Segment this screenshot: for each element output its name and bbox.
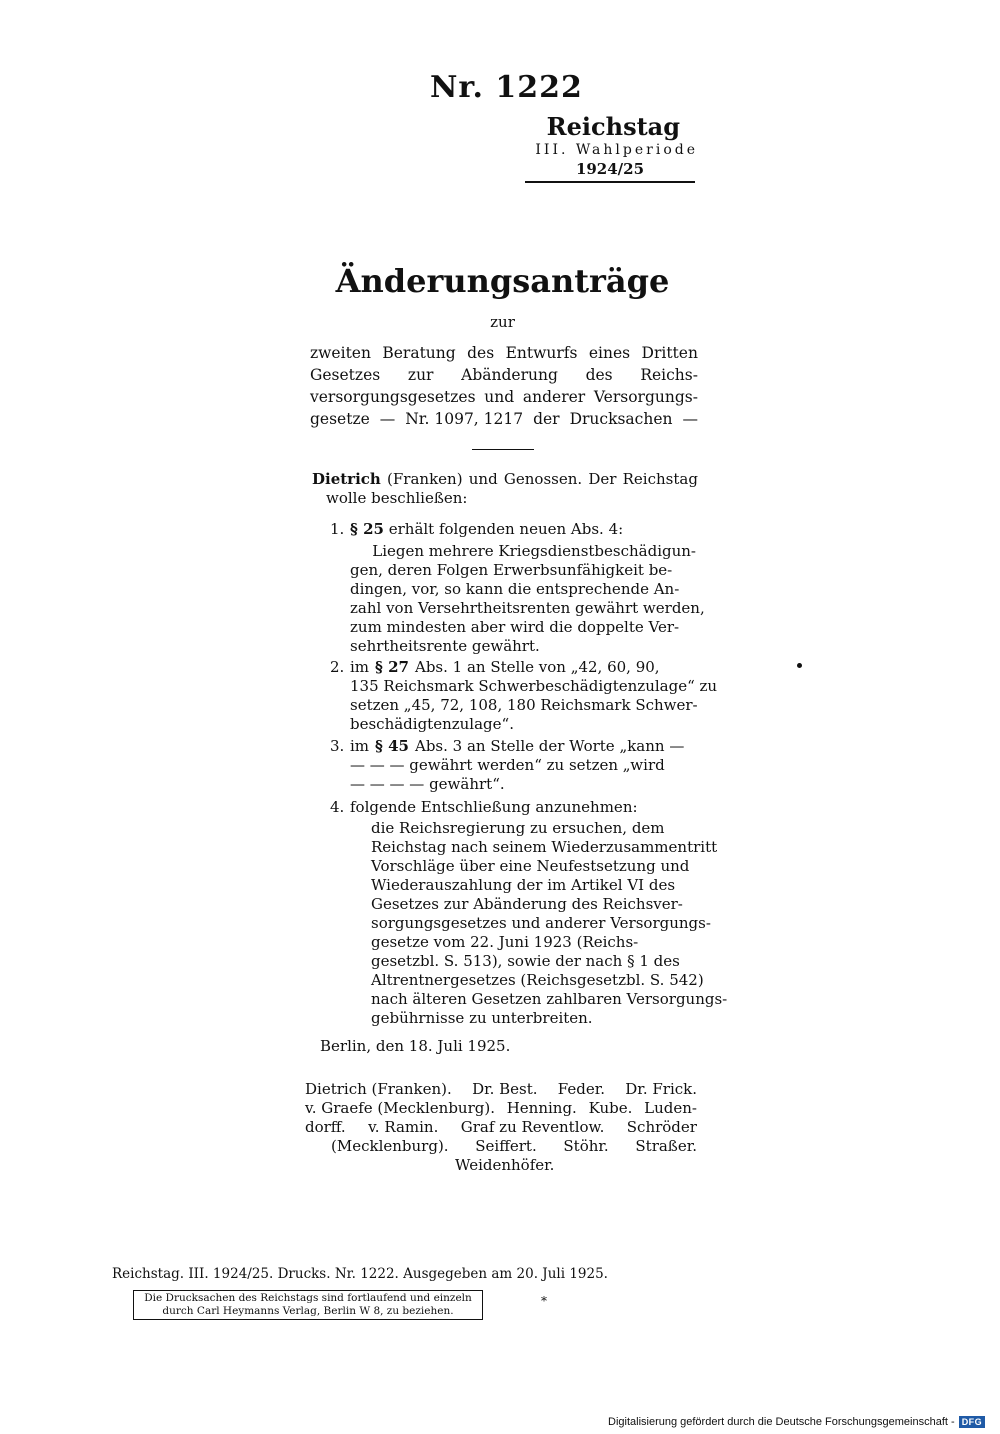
item-line-text: gesetze vom 22. Juni 1923 (Reichs- xyxy=(371,933,639,951)
item-line-text: 135 Reichsmark Schwerbeschädigtenzulage“ zu xyxy=(350,677,718,695)
motion-word: (Franken) xyxy=(387,470,463,488)
signatory: v. Ramin. xyxy=(368,1118,439,1136)
subtitle-word: Drucksachen xyxy=(569,410,673,428)
subtitle-word: eines xyxy=(588,344,631,362)
item-line xyxy=(350,696,696,715)
subtitle-word: Nr. 1097, 1217 xyxy=(405,410,524,428)
motion-word: Genossen. xyxy=(503,470,583,488)
publisher-notice xyxy=(133,1290,483,1320)
item-line-text: Abs. 3 an Stelle der Worte „kann — xyxy=(414,737,685,755)
subtitle-word: der xyxy=(533,410,560,428)
subtitle-word: gesetze xyxy=(310,410,370,428)
item-line-text: gen, deren Folgen Erwerbsunfähigkeit be- xyxy=(350,561,673,579)
item-line-text: setzen „45, 72, 108, 180 Reichsmark Schwer- xyxy=(350,696,698,714)
signatory: dorff. xyxy=(305,1118,346,1136)
item-line-text: Liegen mehrere Kriegsdienstbeschädigun- xyxy=(372,542,696,560)
signatory: Graf zu Reventlow. xyxy=(460,1118,605,1136)
item-line-text: dingen, vor, so kann die entsprechende An- xyxy=(350,580,680,598)
item-line-text: Abs. 1 an Stelle von „42, 60, 90, xyxy=(414,658,660,676)
subtitle-word: Gesetzes xyxy=(310,366,381,384)
paragraph-ref: § 45 xyxy=(375,737,409,755)
item-body xyxy=(350,737,696,794)
signatory: Luden- xyxy=(644,1099,697,1117)
dfg-logo: DFG xyxy=(959,1416,986,1428)
signatory: (Mecklenburg). xyxy=(331,1137,449,1155)
item-line-text: sehrtheitsrente gewährt. xyxy=(350,637,540,655)
motion-intro-line xyxy=(312,489,698,508)
item-line-text: zahl von Versehrtheitsrenten gewährt werden, xyxy=(350,599,705,617)
subtitle-word: Dritten xyxy=(641,344,698,362)
signatory: Henning. xyxy=(506,1099,577,1117)
subtitle-word: und xyxy=(484,388,515,406)
item-number: 4. xyxy=(330,798,345,816)
signature-line xyxy=(305,1156,697,1175)
item-line-text: im xyxy=(350,658,370,676)
item-line-text: beschädigtenzulage“. xyxy=(350,715,514,733)
item-body xyxy=(350,658,718,734)
subtitle-line xyxy=(310,408,698,430)
title-preposition: zur xyxy=(490,313,515,331)
item-line-text: Vorschläge über eine Neufestsetzung und xyxy=(371,857,690,875)
item-lead-text: erhält folgenden neuen Abs. 4: xyxy=(388,520,624,538)
paragraph-ref: § 25 xyxy=(350,520,384,538)
subtitle-word: des xyxy=(467,344,495,362)
item-line-text: gebührnisse zu unterbreiten. xyxy=(371,1009,593,1027)
subtitle-line xyxy=(310,342,698,364)
credit-text: Digitalisierung gefördert durch die Deutsche Forschungsgemeinschaft - xyxy=(608,1416,955,1428)
signatory: Stöhr. xyxy=(563,1137,609,1155)
item-number: 1. xyxy=(330,520,345,538)
item-body xyxy=(350,542,705,656)
item-number: 3. xyxy=(330,737,345,755)
item-line xyxy=(350,542,696,561)
subtitle-word: Versorgungs- xyxy=(593,388,698,406)
motion-intro-line xyxy=(312,470,698,489)
item-line xyxy=(371,876,696,895)
item-line-text: Altrentnergesetzes (Reichsgesetzbl. S. 542) xyxy=(371,971,704,989)
item-line-text: — — — — gewährt“. xyxy=(350,775,505,793)
item-line xyxy=(350,637,696,656)
subtitle-word: des xyxy=(585,366,613,384)
signature-line xyxy=(305,1099,697,1118)
document-title: Änderungsanträge xyxy=(335,262,670,300)
subtitle-word: zweiten xyxy=(310,344,371,362)
subtitle-word: zur xyxy=(407,366,434,384)
signatory: Dr. Frick. xyxy=(625,1080,697,1098)
item-line-text: — — — gewährt werden“ zu setzen „wird xyxy=(350,756,665,774)
motion-intro xyxy=(312,470,698,508)
item-line-text: Reichstag nach seinem Wiederzusammentritt xyxy=(371,838,718,856)
header-rule xyxy=(525,181,695,183)
item-line xyxy=(350,658,696,677)
star-mark: * xyxy=(541,1294,547,1308)
item-line xyxy=(350,737,696,756)
subtitle-line xyxy=(310,364,698,386)
notice-line: Die Drucksachen des Reichstags sind fortlaufend und einzeln xyxy=(144,1292,472,1304)
session-years: 1924/25 xyxy=(575,160,645,178)
signature-line xyxy=(305,1080,697,1099)
signatory: Feder. xyxy=(557,1080,606,1098)
item-line xyxy=(350,715,696,734)
signatory: Dietrich (Franken). xyxy=(305,1080,452,1098)
subtitle-word: versorgungsgesetzes xyxy=(310,388,476,406)
signature-line xyxy=(305,1137,697,1156)
signatory: Straßer. xyxy=(635,1137,697,1155)
document-number: Nr. 1222 xyxy=(430,70,583,105)
subtitle-block xyxy=(310,342,698,430)
item-line xyxy=(350,580,696,599)
item-line xyxy=(371,952,696,971)
print-info: Reichstag. III. 1924/25. Drucks. Nr. 1222. Ausgegeben am 20. Juli 1925. xyxy=(112,1266,608,1282)
motion-word: Der xyxy=(588,470,617,488)
subtitle-word: Abänderung xyxy=(461,366,558,384)
item-line xyxy=(350,561,696,580)
item-line xyxy=(371,895,696,914)
digitization-credit xyxy=(608,1416,985,1428)
item-lead xyxy=(350,520,670,538)
signatory: Kube. xyxy=(588,1099,633,1117)
item-line-text: im xyxy=(350,737,370,755)
motion-word: Reichstag xyxy=(622,470,698,488)
place-date: Berlin, den 18. Juli 1925. xyxy=(320,1037,511,1055)
signatory: Schröder xyxy=(626,1118,697,1136)
parliament-name: Reichstag xyxy=(546,112,680,141)
section-divider xyxy=(472,449,534,450)
item-line xyxy=(371,1009,696,1028)
item-lead-text: folgende Entschließung anzunehmen: xyxy=(350,798,638,816)
item-number: 2. xyxy=(330,658,345,676)
item-line xyxy=(371,857,696,876)
subtitle-word: — xyxy=(379,410,396,428)
proposer-name: Dietrich xyxy=(312,470,381,488)
paragraph-ref: § 27 xyxy=(375,658,409,676)
subtitle-word: Entwurfs xyxy=(505,344,578,362)
signatory: v. Graefe (Mecklenburg). xyxy=(305,1099,495,1117)
item-line-text: Gesetzes zur Abänderung des Reichsver- xyxy=(371,895,683,913)
signatures-block xyxy=(305,1080,697,1175)
signatory: Seiffert. xyxy=(475,1137,537,1155)
item-line-text: sorgungsgesetzes und anderer Versorgungs- xyxy=(371,914,711,932)
item-line xyxy=(350,618,696,637)
motion-word: und xyxy=(468,470,498,488)
signatory: Dr. Best. xyxy=(472,1080,538,1098)
item-line xyxy=(371,838,718,857)
item-line xyxy=(350,677,718,696)
item-line xyxy=(350,775,696,794)
subtitle-line xyxy=(310,386,698,408)
item-body xyxy=(371,819,728,1028)
margin-dot xyxy=(797,663,802,668)
signatory: Weidenhöfer. xyxy=(455,1156,555,1174)
subtitle-word: — xyxy=(682,410,698,428)
item-line-text: Wiederauszahlung der im Artikel VI des xyxy=(371,876,676,894)
item-line-text: zum mindesten aber wird die doppelte Ver- xyxy=(350,618,680,636)
legislative-period: III. Wahlperiode xyxy=(535,142,698,158)
item-line xyxy=(371,819,696,838)
item-line xyxy=(350,599,705,618)
item-line xyxy=(371,914,711,933)
notice-line: durch Carl Heymanns Verlag, Berlin W 8, zu beziehen. xyxy=(162,1305,454,1317)
item-line xyxy=(371,933,696,952)
item-line-text: gesetzbl. S. 513), sowie der nach § 1 des xyxy=(371,952,680,970)
motion-resolve-text: wolle beschließen: xyxy=(326,489,468,507)
item-line-text: die Reichsregierung zu ersuchen, dem xyxy=(371,819,665,837)
subtitle-word: Beratung xyxy=(382,344,456,362)
subtitle-word: anderer xyxy=(522,388,586,406)
item-line-text: nach älteren Gesetzen zahlbaren Versorgungs- xyxy=(371,990,728,1008)
item-line xyxy=(371,971,704,990)
item-line xyxy=(350,756,696,775)
signature-line xyxy=(305,1118,697,1137)
item-line xyxy=(371,990,728,1009)
subtitle-word: Reichs- xyxy=(640,366,698,384)
